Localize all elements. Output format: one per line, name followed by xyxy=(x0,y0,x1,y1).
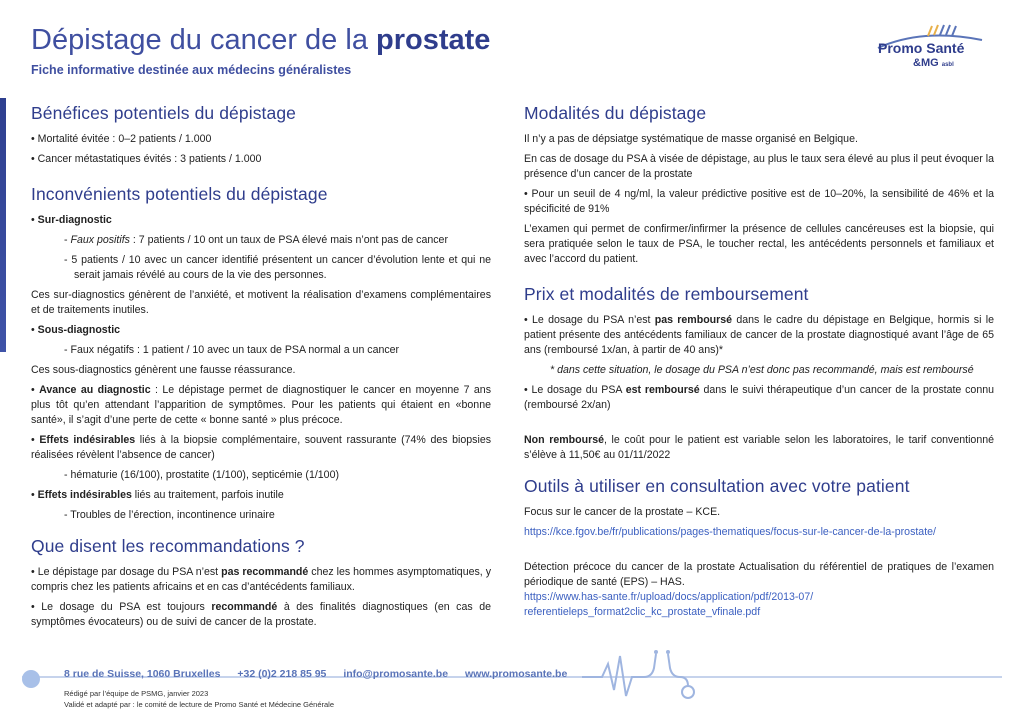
page-title: Dépistage du cancer de la prostate xyxy=(31,24,491,56)
prix-p3: Non remboursé, le coût pour le patient est variable selon les laboratoires, le tarif conventionné s’élève à 11,50€ au 01/11/2022 xyxy=(524,434,994,461)
sous-consequence: Ces sous-diagnostics génèrent une fausse réassurance. xyxy=(31,364,296,376)
outils-has-link-2[interactable]: referentieleps_format2clic_kc_prostate_vfinale.pdf xyxy=(524,606,761,618)
outils-has: Détection précoce du cancer de la prostate Actualisation du référentiel de pratiques de l’examen périodique de santé (EPS) – HAS. xyxy=(524,561,994,588)
prix-p2: • Le dosage du PSA est remboursé dans le suivi thérapeutique d’un cancer de la prostate connu (remboursé 2x/an) xyxy=(524,384,994,411)
footer-email[interactable]: info@promosante.be xyxy=(343,668,449,680)
sur-diagnostic-label: • Sur-diagnostic xyxy=(31,214,112,226)
modalites-p1: Il n’y a pas de dépsiatge systématique de masse organisé en Belgique. xyxy=(524,133,858,145)
outils-has-link-1[interactable]: https://www.has-sante.fr/upload/docs/application/pdf/2013-07/ xyxy=(524,591,814,603)
logo-suffix: &MG asbl xyxy=(913,57,954,69)
effets-traitement: • Effets indésirables liés au traitement, parfois inutile xyxy=(31,489,284,501)
outils-focus: Focus sur le cancer de la prostate – KCE. xyxy=(524,506,721,518)
benefice-item: • Mortalité évitée : 0–2 patients / 1.000 xyxy=(31,133,212,145)
faux-positifs: - Faux positifs : 7 patients / 10 ont un taux de PSA élevé mais n’ont pas de cancer xyxy=(64,234,448,246)
footer-address: 8 rue de Suisse, 1060 Bruxelles xyxy=(64,668,221,680)
side-accent-bar xyxy=(0,98,6,352)
sur-consequence: Ces sur-diagnostics génèrent de l’anxiété, et motivent la réalisation d’examens complémentaires et de traitements inutiles. xyxy=(31,289,491,316)
effets-biopsie: • Effets indésirables liés à la biopsie complémentaire, souvent rassurante (74% des biopsies réalisées révèlent l’absence de cancer) xyxy=(31,434,492,461)
avance-diagnostic: • Avance au diagnostic : Le dépistage permet de diagnostiquer le cancer en moyenne 7 ans plus tôt qu’en attendant l’apparition de symptômes. Pour les patients qui étaient en «bonne santé», il s’agit d’une perte de cette « bonne santé » plus précoce. xyxy=(31,384,491,426)
modalites-p4: L’examen qui permet de confirmer/infirmer la présence de cellules cancéreuses est la biopsie, qui sera pratiquée selon le taux de PSA, le toucher rectal, les antécédents personnels et familiaux et avec l’accord du patient. xyxy=(524,223,994,265)
footer-meta-1: Rédigé par l’équipe de PSMG, janvier 2023 xyxy=(64,689,209,698)
prix-footnote: * dans cette situation, le dosage du PSA n’est donc pas recommandé, mais est remboursé xyxy=(550,364,974,376)
benefice-item: • Cancer métastatiques évités : 3 patients / 1.000 xyxy=(31,153,262,165)
effets-biopsie-detail: - hématurie (16/100), prostatite (1/100), septicémie (1/100) xyxy=(64,469,339,481)
modalites-heading: Modalités du dépistage xyxy=(524,103,707,123)
logo-name: Promo Santé xyxy=(878,40,965,56)
footer-meta-2: Validé et adapté par : le comité de lecture de Promo Santé et Médecine Générale xyxy=(64,700,335,709)
inconvenients-heading: Inconvénients potentiels du dépistage xyxy=(31,184,328,204)
benefices-heading: Bénéfices potentiels du dépistage xyxy=(31,103,297,123)
footer-contact xyxy=(64,668,581,680)
sous-diagnostic-label: • Sous-diagnostic xyxy=(31,324,121,336)
promo-sante-logo xyxy=(872,22,992,80)
footer xyxy=(22,646,1002,724)
footer-dot-icon xyxy=(22,670,40,688)
recommandations-heading: Que disent les recommandations ? xyxy=(31,536,305,556)
footer-phone[interactable]: +32 (0)2 218 85 95 xyxy=(237,668,327,680)
recommandation-1: • Le dépistage par dosage du PSA n’est pas recommandé chez les hommes asymptomatiques, y compris chez les patients africains et en cas d’antécédents familiaux. xyxy=(31,566,491,593)
stethoscope-icon xyxy=(582,646,702,706)
modalites-p3: • Pour un seuil de 4 ng/ml, la valeur prédictive positive est de 10–20%, la sensibilité de 46% et la spécificité de 91% xyxy=(524,188,994,215)
recommandation-2: • Le dosage du PSA est toujours recommandé à des finalités diagnostiques (en cas de symptômes évocateurs) ou de suivi de cancer de la prostate. xyxy=(31,601,491,628)
footer-web[interactable]: www.promosante.be xyxy=(464,668,568,680)
outils-heading: Outils à utiliser en consultation avec votre patient xyxy=(524,476,910,496)
effets-traitement-detail: - Troubles de l’érection, incontinence urinaire xyxy=(64,509,275,521)
faux-negatifs: - Faux négatifs : 1 patient / 10 avec un taux de PSA normal a un cancer xyxy=(64,344,400,356)
footer-meta xyxy=(64,688,334,710)
outils-focus-link[interactable]: https://kce.fgov.be/fr/publications/pages-thematiques/focus-sur-le-cancer-de-la-prostate/ xyxy=(524,526,936,538)
modalites-p2: En cas de dosage du PSA à visée de dépistage, au plus le taux sera élevé au plus il peut évoquer la présence d’un cancer de la prostate xyxy=(524,153,994,180)
right-column xyxy=(524,102,994,625)
prix-heading: Prix et modalités de remboursement xyxy=(524,284,809,304)
prix-p1: • Le dosage du PSA n’est pas remboursé dans le cadre du dépistage en Belgique, hormis si le patient présente des antécédents familiaux de cancer de la prostate diagnostiqué avant l’âge de 65 ans (remboursé 1x/an, à partir de 40 ans)* xyxy=(524,314,994,356)
left-column xyxy=(31,102,491,635)
cinq-patients: - 5 patients / 10 avec un cancer identifié présentent un cancer d’évolution lente et qui ne serait jamais révélé au cours de la vie des personnes. xyxy=(64,254,491,281)
page-subtitle: Fiche informative destinée aux médecins généralistes xyxy=(31,63,352,77)
